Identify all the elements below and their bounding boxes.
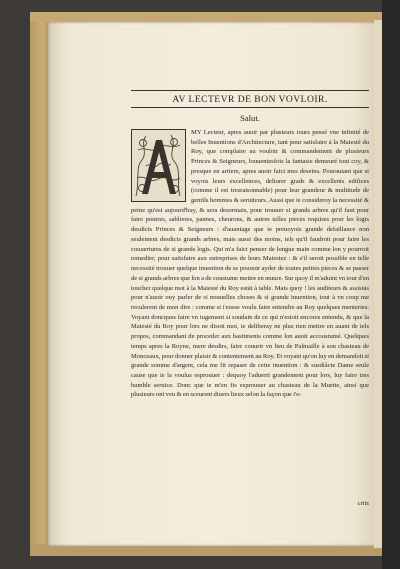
heading-rule: [131, 107, 369, 108]
body-paragraph: MY Lecteur, apres auoir par plusieurs iours pensé vne infinité de belles Inuentions d'Architecture, tant pour satisfaire à la Maiesté du Roy, que complaire au vouloir & commandement de plusieurs Princes & Seigneurs, louuentesfois la fantasie demeuré tout coy, & presque en arriere, apres auoir faict mes deseins. Pourautant que si voyois leurs excellences, deliurer grads & excellents edifices (comme il est tresraisonnable) pour leur grandeur & multitude de gentils hommes & seruiteurs. Aussi que ie consideroy la necessité & peine qu'est aujourd'huy, & sera desormais, pour trouuer si grands arbres qu'il faut pour faire poutres, sablieres, pannes, cheurons, & autres telles pieces requises pour les logis desdicts Princes & Seigneurs : d'auantage que ie preuoyois grande defaillance non seulement desdicts grands arbres, mais aussi des moins, tels qu'il faudroit pour faire les couuertures de si grands logis. Qui m'a faict penser de longue main comme lon y pourroit remedier, pour satisfaire aux entreprises de leurs Maiestez : & s'il seroit possible en telle necessité trouuer quelque inuention de se pouuoir ayder de toutes petites pieces & se passer de si grands arbres que lon a de coustume mettre en œuure. Sur quoy il m'aduint vn iour d'en toucher quelque mot à la Maiesté du Roy estāt à table. Mais quoy ! les auditeurs & assistās pour n'auoir ouy parler de si nouuelles choses & si grande inuention, tout à vn coup me reculerent de mon dire : comme si i'eusse voulu faire entendre au Roy quelques menteries. Voyant doncques faire vn iugement si soudain de ce qui n'estoit encores entendu, & que la Maiesté du Roy pour lors ne disoit mot, ie deliberay ne plus rien mettre en auant de tels propos, commandant de proceder aux bastiments comme lon auoit accoustumé. Quelques temps apres la Royne, mere desdirs, faire couurir vn lieu de Palmaille à son chasteau de Monceaux, pour donner plaisir & contentement au Roy. Et voyant qu'on luy en demandoit si grande somme d'argent, cela me fit repaser de cette inuention : & susdiâcte Dame seule cause que ie la voulus esprouuer : dequoy l'aduerti grandement pour lors, luy faire tres humble seruice. Donc que ie m'en fis esprouuer au chasteau de la Muette, ainsi que plusieurs ont veu & en sceurent diuers lieux selon la façon que i'e-: [131, 129, 369, 399]
top-rule: [131, 90, 369, 91]
book-cover-top: [30, 12, 382, 22]
page-heading: AV LECTEVR DE BON VOVLOIR.: [172, 94, 328, 105]
page-fore-edge: [374, 20, 382, 548]
text-block: [131, 90, 369, 506]
background-gap: [382, 0, 400, 569]
catchword: crits: [357, 500, 369, 507]
body-text: [131, 128, 369, 400]
salutation: Salut.: [240, 113, 260, 123]
decorated-initial-icon: [131, 129, 186, 202]
